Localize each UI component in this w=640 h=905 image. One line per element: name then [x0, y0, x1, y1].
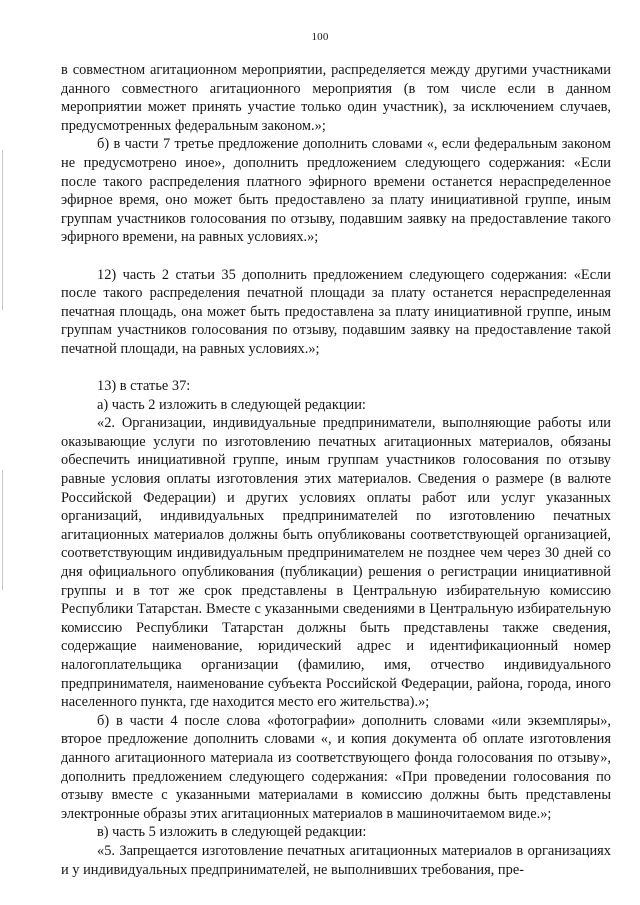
paragraph-item-13: 13) в статье 37: [97, 378, 191, 395]
paragraph-continuation: в совместном агитационном мероприятии, распределяется между другими участниками данного совместного агитационного мероприятия (в том числе если в данном мероприятии может принять участие только один участник), за исключением случаев, предусмотренных федеральным законом.»; [61, 62, 611, 134]
paragraph-item-b-part-7: б) в части 7 третье предложение дополнить словами «, если федеральным законом не предусмотрено иное», дополнить предложением следующего содержания: «Если после такого распределения платного эфирного времени останется нераспределенное эфирное время, оно может быть предоставлено за плату инициативной группе, иным группам участников голосования по отзыву, подавшим заявку на предоставление такого эфирного времени, на равных условиях.»; [61, 136, 611, 246]
paragraph-item-v: в) часть 5 изложить в следующей редакции: [97, 824, 367, 841]
paragraph-part-5-text: «5. Запрещается изготовление печатных агитационных материалов в организациях и у индивидуальных предпринимателей, не выполнивших требования, пре- [61, 842, 611, 878]
paragraph-item-b-part-4: б) в части 4 после слова «фотографии» дополнить словами «или экземпляры», второе предложение дополнить словами «, и копия документа об оплате изготовления данного агитационного материала из соответствующего фонда голосования по отзыву», дополнить предложением следующего содержания: «При проведении голосования по отзыву вместе с указанными материалами в комиссию должны быть представлены электронные образы этих агитационных материалов в машиночитаемом виде.»; [61, 712, 611, 822]
paragraph-item-12: 12) часть 2 статьи 35 дополнить предложением следующего содержания: «Если после такого распределения печатной площади за плату останется нераспределенная печатная площадь, она может быть предоставлена за плату инициативной группе, иным группам участников голосования по отзыву, подавшим заявку на предоставление такой печатной площади, на равных условиях.»; [61, 266, 611, 357]
paragraph-part-2-text: «2. Организации, индивидуальные предприниматели, выполняющие работы или оказывающие услуги по изготовлению печатных агитационных материалов, обязаны обеспечить инициативной группе, иным группам участников голосования по отзыву равные условия оплаты изготовления этих материалов. Сведения о размере (в валюте Российской Федерации) и других условиях оплаты работ или услуг указанных организаций, индивидуальных предпринимателей по изготовлению печатных агитационных материалов должны быть опубликованы соответствующей организацией, соответствующим индивидуальным предпринимателем не позднее чем через 30 дней со дня официального опубликования (публикации) решения о регистрации инициативной группы и в тот же срок представлены в Центральную избирательную комиссию Республики Татарстан. Вместе с указанными сведениями в Центральную избирательную комиссию Республики Татарстан должны быть представлены также сведения, содержащие наименование, юридический адрес и идентификационный номер налогоплательщика организации (фамилию, имя, отчество индивидуального предпринимателя, наименование субъекта Российской Федерации, района, города, иного населенного пункта, где находится место его жительства).»; [61, 415, 611, 711]
page-number: 100 [311, 31, 329, 43]
margin-scan-line [2, 470, 3, 590]
margin-scan-line [2, 150, 3, 310]
document-body [61, 61, 611, 879]
paragraph-item-a: а) часть 2 изложить в следующей редакции: [97, 396, 366, 413]
